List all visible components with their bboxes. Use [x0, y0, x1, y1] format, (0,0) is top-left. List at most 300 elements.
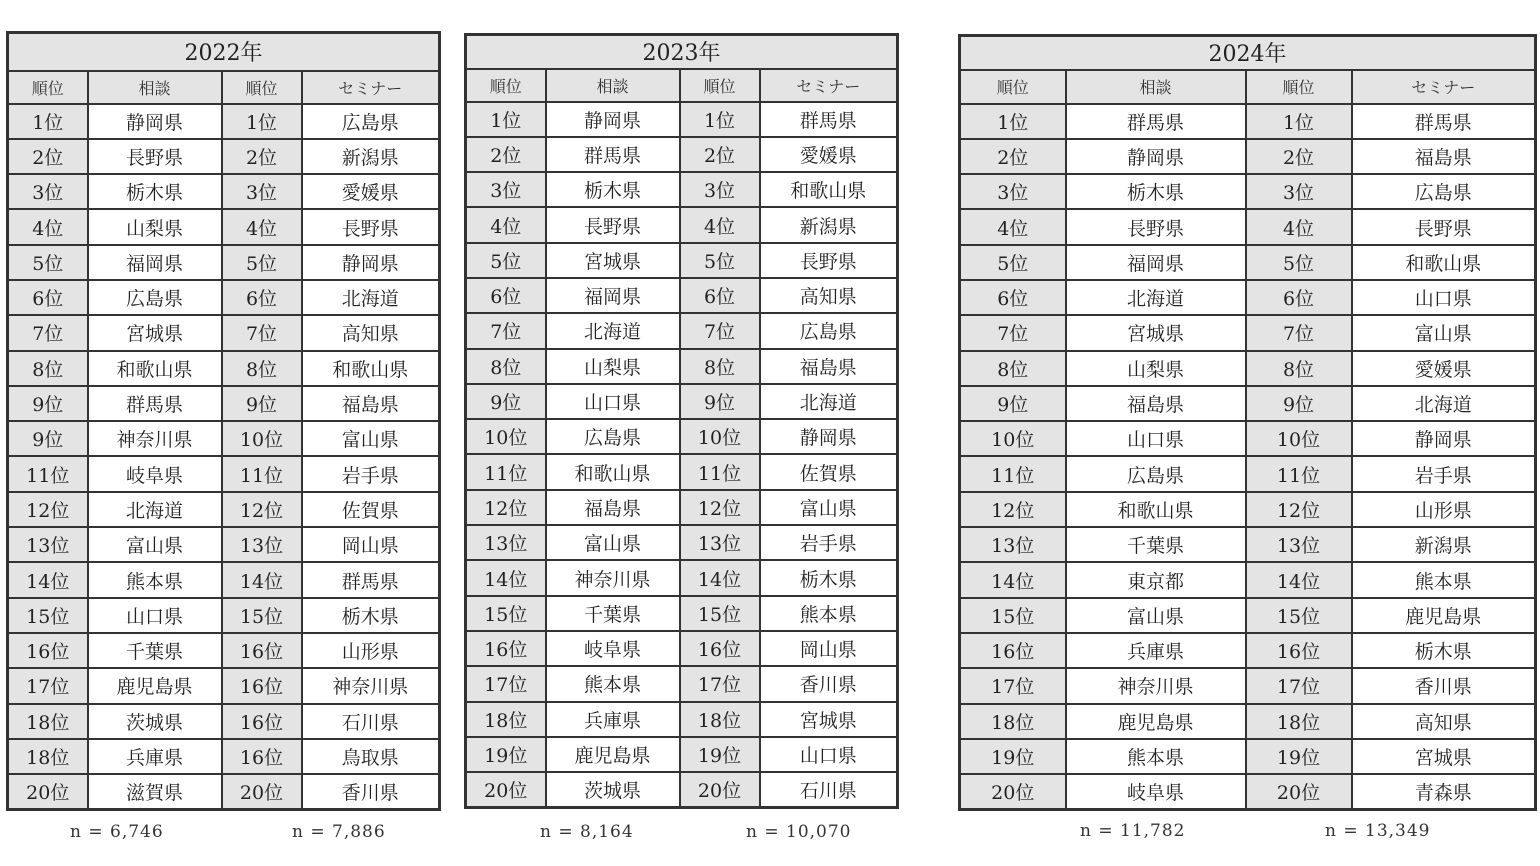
- consultation-rank: 5位: [8, 245, 88, 280]
- seminar-prefecture: 新潟県: [302, 139, 440, 174]
- table-row: [960, 315, 1536, 350]
- table-row: [8, 139, 440, 174]
- consultation-prefecture: 北海道: [88, 492, 222, 527]
- consultation-prefecture: 北海道: [1066, 280, 1246, 315]
- seminar-prefecture: 鹿児島県: [1352, 598, 1536, 633]
- seminar-prefecture: 栃木県: [302, 598, 440, 633]
- consultation-prefecture: 静岡県: [1066, 139, 1246, 174]
- seminar-rank: 10位: [222, 421, 302, 456]
- consultation-rank: 12位: [960, 492, 1066, 527]
- sample-size-consultation: n = 8,164: [540, 822, 634, 842]
- seminar-prefecture: 富山県: [1352, 315, 1536, 350]
- table-body: [8, 104, 440, 810]
- table-row: [960, 704, 1536, 739]
- table-row: [960, 351, 1536, 386]
- consultation-rank: 19位: [960, 739, 1066, 774]
- ranking-table-2023: [464, 33, 899, 809]
- seminar-prefecture: 熊本県: [1352, 562, 1536, 597]
- sample-size-seminar: n = 7,886: [292, 822, 386, 842]
- seminar-rank: 16位: [222, 633, 302, 668]
- seminar-prefecture: 佐賀県: [760, 454, 898, 489]
- seminar-rank: 5位: [680, 243, 760, 278]
- header-rank: 順位: [1246, 70, 1352, 104]
- consultation-rank: 6位: [466, 278, 546, 313]
- consultation-prefecture: 静岡県: [88, 104, 222, 139]
- table-row: [466, 313, 898, 348]
- consultation-prefecture: 茨城県: [546, 772, 680, 807]
- consultation-prefecture: 兵庫県: [88, 739, 222, 774]
- seminar-rank: 10位: [1246, 421, 1352, 456]
- seminar-prefecture: 石川県: [302, 704, 440, 739]
- seminar-rank: 11位: [1246, 456, 1352, 491]
- seminar-rank: 8位: [1246, 351, 1352, 386]
- table-row: [466, 243, 898, 278]
- table-row: [466, 454, 898, 489]
- seminar-prefecture: 香川県: [760, 666, 898, 701]
- consultation-prefecture: 群馬県: [88, 386, 222, 421]
- table-row: [960, 633, 1536, 668]
- consultation-prefecture: 岐阜県: [546, 631, 680, 666]
- seminar-rank: 13位: [680, 525, 760, 560]
- seminar-rank: 3位: [222, 174, 302, 209]
- seminar-rank: 17位: [1246, 668, 1352, 703]
- table-row: [960, 386, 1536, 421]
- consultation-prefecture: 鹿児島県: [88, 668, 222, 703]
- consultation-rank: 20位: [466, 772, 546, 807]
- consultation-prefecture: 福岡県: [1066, 245, 1246, 280]
- seminar-prefecture: 福島県: [302, 386, 440, 421]
- table-row: [466, 384, 898, 419]
- seminar-prefecture: 神奈川県: [302, 668, 440, 703]
- table-row: [8, 421, 440, 456]
- seminar-rank: 14位: [222, 562, 302, 597]
- table-row: [960, 245, 1536, 280]
- consultation-rank: 17位: [8, 668, 88, 703]
- seminar-prefecture: 宮城県: [760, 702, 898, 737]
- consultation-prefecture: 千葉県: [546, 596, 680, 631]
- table-2022-block: [6, 31, 438, 811]
- year-title: 2024年: [960, 36, 1536, 70]
- seminar-prefecture: 群馬県: [760, 102, 898, 137]
- consultation-rank: 6位: [960, 280, 1066, 315]
- consultation-prefecture: 長野県: [88, 139, 222, 174]
- seminar-rank: 17位: [680, 666, 760, 701]
- seminar-rank: 16位: [222, 739, 302, 774]
- consultation-prefecture: 神奈川県: [1066, 668, 1246, 703]
- consultation-prefecture: 富山県: [88, 527, 222, 562]
- seminar-prefecture: 静岡県: [760, 419, 898, 454]
- table-row: [466, 278, 898, 313]
- consultation-prefecture: 神奈川県: [88, 421, 222, 456]
- table-row: [466, 631, 898, 666]
- consultation-rank: 10位: [960, 421, 1066, 456]
- table-row: [960, 527, 1536, 562]
- table-row: [466, 419, 898, 454]
- table-row: [8, 104, 440, 139]
- seminar-prefecture: 宮城県: [1352, 739, 1536, 774]
- consultation-rank: 5位: [466, 243, 546, 278]
- seminar-rank: 20位: [1246, 774, 1352, 809]
- seminar-rank: 13位: [1246, 527, 1352, 562]
- table-row: [960, 492, 1536, 527]
- table-body: [466, 102, 898, 808]
- table-row: [466, 490, 898, 525]
- header-consultation: 相談: [546, 69, 680, 102]
- seminar-prefecture: 青森県: [1352, 774, 1536, 809]
- seminar-rank: 18位: [680, 702, 760, 737]
- seminar-prefecture: 高知県: [1352, 704, 1536, 739]
- seminar-prefecture: 岡山県: [760, 631, 898, 666]
- consultation-prefecture: 福岡県: [88, 245, 222, 280]
- table-row: [466, 137, 898, 172]
- table-row: [8, 174, 440, 209]
- seminar-rank: 14位: [680, 560, 760, 595]
- seminar-rank: 5位: [222, 245, 302, 280]
- consultation-prefecture: 福岡県: [546, 278, 680, 313]
- seminar-prefecture: 高知県: [302, 315, 440, 350]
- seminar-rank: 4位: [1246, 209, 1352, 244]
- consultation-rank: 11位: [960, 456, 1066, 491]
- consultation-prefecture: 熊本県: [1066, 739, 1246, 774]
- consultation-prefecture: 熊本県: [88, 562, 222, 597]
- seminar-rank: 2位: [222, 139, 302, 174]
- table-row: [466, 702, 898, 737]
- consultation-rank: 9位: [8, 421, 88, 456]
- ranking-table-2022: [6, 31, 441, 811]
- table-row: [8, 209, 440, 244]
- consultation-prefecture: 栃木県: [546, 172, 680, 207]
- consultation-prefecture: 群馬県: [1066, 104, 1246, 139]
- seminar-prefecture: 広島県: [302, 104, 440, 139]
- consultation-rank: 17位: [960, 668, 1066, 703]
- table-row: [8, 351, 440, 386]
- consultation-rank: 15位: [960, 598, 1066, 633]
- seminar-prefecture: 山形県: [302, 633, 440, 668]
- consultation-rank: 9位: [960, 386, 1066, 421]
- consultation-rank: 11位: [8, 456, 88, 491]
- seminar-prefecture: 佐賀県: [302, 492, 440, 527]
- seminar-prefecture: 山口県: [1352, 280, 1536, 315]
- seminar-prefecture: 富山県: [302, 421, 440, 456]
- consultation-rank: 14位: [466, 560, 546, 595]
- seminar-rank: 15位: [222, 598, 302, 633]
- seminar-prefecture: 北海道: [760, 384, 898, 419]
- table-row: [960, 562, 1536, 597]
- table-row: [8, 668, 440, 703]
- consultation-rank: 2位: [8, 139, 88, 174]
- seminar-rank: 20位: [680, 772, 760, 807]
- year-title: 2022年: [8, 33, 440, 71]
- seminar-rank: 19位: [1246, 739, 1352, 774]
- seminar-prefecture: 広島県: [760, 313, 898, 348]
- consultation-rank: 8位: [466, 349, 546, 384]
- seminar-prefecture: 石川県: [760, 772, 898, 807]
- consultation-prefecture: 和歌山県: [546, 454, 680, 489]
- consultation-rank: 16位: [466, 631, 546, 666]
- seminar-rank: 16位: [222, 704, 302, 739]
- consultation-prefecture: 山梨県: [546, 349, 680, 384]
- seminar-rank: 6位: [680, 278, 760, 313]
- table-row: [466, 596, 898, 631]
- consultation-prefecture: 栃木県: [88, 174, 222, 209]
- seminar-prefecture: 愛媛県: [760, 137, 898, 172]
- consultation-prefecture: 兵庫県: [546, 702, 680, 737]
- seminar-rank: 10位: [680, 419, 760, 454]
- consultation-rank: 11位: [466, 454, 546, 489]
- seminar-rank: 7位: [1246, 315, 1352, 350]
- seminar-prefecture: 長野県: [302, 209, 440, 244]
- consultation-rank: 7位: [8, 315, 88, 350]
- seminar-rank: 1位: [1246, 104, 1352, 139]
- sample-size-consultation: n = 11,782: [1080, 821, 1186, 841]
- seminar-rank: 2位: [1246, 139, 1352, 174]
- year-title: 2023年: [466, 35, 898, 69]
- consultation-rank: 12位: [466, 490, 546, 525]
- consultation-rank: 17位: [466, 666, 546, 701]
- table-body: [960, 104, 1536, 810]
- seminar-rank: 1位: [222, 104, 302, 139]
- seminar-rank: 19位: [680, 737, 760, 772]
- consultation-prefecture: 長野県: [1066, 209, 1246, 244]
- consultation-rank: 4位: [8, 209, 88, 244]
- consultation-prefecture: 群馬県: [546, 137, 680, 172]
- seminar-rank: 16位: [1246, 633, 1352, 668]
- consultation-prefecture: 富山県: [546, 525, 680, 560]
- consultation-prefecture: 北海道: [546, 313, 680, 348]
- consultation-prefecture: 茨城県: [88, 704, 222, 739]
- consultation-rank: 16位: [8, 633, 88, 668]
- seminar-prefecture: 福島県: [1352, 139, 1536, 174]
- consultation-prefecture: 福島県: [546, 490, 680, 525]
- seminar-rank: 11位: [680, 454, 760, 489]
- consultation-prefecture: 広島県: [1066, 456, 1246, 491]
- consultation-rank: 9位: [466, 384, 546, 419]
- header-rank: 順位: [960, 70, 1066, 104]
- consultation-prefecture: 福島県: [1066, 386, 1246, 421]
- consultation-prefecture: 宮城県: [1066, 315, 1246, 350]
- table-row: [8, 562, 440, 597]
- seminar-rank: 8位: [680, 349, 760, 384]
- consultation-rank: 2位: [466, 137, 546, 172]
- table-row: [960, 280, 1536, 315]
- consultation-rank: 18位: [8, 739, 88, 774]
- seminar-prefecture: 富山県: [760, 490, 898, 525]
- consultation-rank: 13位: [960, 527, 1066, 562]
- consultation-rank: 1位: [466, 102, 546, 137]
- consultation-prefecture: 静岡県: [546, 102, 680, 137]
- header-seminar: セミナー: [760, 69, 898, 102]
- consultation-prefecture: 鹿児島県: [1066, 704, 1246, 739]
- seminar-prefecture: 香川県: [302, 774, 440, 809]
- seminar-rank: 3位: [680, 172, 760, 207]
- table-row: [8, 315, 440, 350]
- table-row: [960, 421, 1536, 456]
- table-row: [8, 492, 440, 527]
- consultation-prefecture: 山口県: [88, 598, 222, 633]
- consultation-rank: 5位: [960, 245, 1066, 280]
- consultation-rank: 20位: [8, 774, 88, 809]
- consultation-prefecture: 岐阜県: [88, 456, 222, 491]
- seminar-rank: 5位: [1246, 245, 1352, 280]
- seminar-prefecture: 福島県: [760, 349, 898, 384]
- consultation-rank: 18位: [960, 704, 1066, 739]
- consultation-prefecture: 山梨県: [88, 209, 222, 244]
- seminar-rank: 12位: [680, 490, 760, 525]
- consultation-rank: 7位: [960, 315, 1066, 350]
- seminar-prefecture: 和歌山県: [760, 172, 898, 207]
- consultation-rank: 8位: [8, 351, 88, 386]
- table-row: [8, 527, 440, 562]
- seminar-rank: 1位: [680, 102, 760, 137]
- ranking-table-2024: [958, 34, 1537, 811]
- table-row: [466, 207, 898, 242]
- seminar-prefecture: 和歌山県: [1352, 245, 1536, 280]
- seminar-prefecture: 北海道: [302, 280, 440, 315]
- seminar-rank: 7位: [222, 315, 302, 350]
- seminar-prefecture: 岩手県: [302, 456, 440, 491]
- seminar-rank: 13位: [222, 527, 302, 562]
- seminar-prefecture: 栃木県: [760, 560, 898, 595]
- table-row: [960, 668, 1536, 703]
- sample-size-seminar: n = 13,349: [1325, 821, 1431, 841]
- table-row: [8, 633, 440, 668]
- seminar-prefecture: 岡山県: [302, 527, 440, 562]
- seminar-prefecture: 和歌山県: [302, 351, 440, 386]
- header-rank: 順位: [466, 69, 546, 102]
- seminar-prefecture: 山形県: [1352, 492, 1536, 527]
- consultation-rank: 14位: [960, 562, 1066, 597]
- seminar-prefecture: 静岡県: [302, 245, 440, 280]
- table-row: [8, 280, 440, 315]
- table-row: [960, 456, 1536, 491]
- consultation-prefecture: 和歌山県: [1066, 492, 1246, 527]
- consultation-prefecture: 広島県: [546, 419, 680, 454]
- seminar-rank: 15位: [680, 596, 760, 631]
- table-row: [8, 456, 440, 491]
- consultation-prefecture: 宮城県: [546, 243, 680, 278]
- header-consultation: 相談: [88, 71, 222, 104]
- seminar-prefecture: 長野県: [760, 243, 898, 278]
- consultation-rank: 19位: [466, 737, 546, 772]
- consultation-rank: 18位: [8, 704, 88, 739]
- consultation-prefecture: 鹿児島県: [546, 737, 680, 772]
- consultation-rank: 9位: [8, 386, 88, 421]
- seminar-prefecture: 愛媛県: [1352, 351, 1536, 386]
- consultation-prefecture: 滋賀県: [88, 774, 222, 809]
- consultation-prefecture: 山梨県: [1066, 351, 1246, 386]
- seminar-rank: 14位: [1246, 562, 1352, 597]
- consultation-rank: 1位: [8, 104, 88, 139]
- consultation-rank: 13位: [8, 527, 88, 562]
- table-row: [960, 739, 1536, 774]
- consultation-prefecture: 和歌山県: [88, 351, 222, 386]
- consultation-prefecture: 熊本県: [546, 666, 680, 701]
- consultation-rank: 3位: [466, 172, 546, 207]
- seminar-rank: 6位: [222, 280, 302, 315]
- header-seminar: セミナー: [302, 71, 440, 104]
- seminar-rank: 7位: [680, 313, 760, 348]
- consultation-rank: 8位: [960, 351, 1066, 386]
- seminar-rank: 16位: [222, 668, 302, 703]
- consultation-rank: 15位: [466, 596, 546, 631]
- seminar-prefecture: 岩手県: [760, 525, 898, 560]
- table-row: [960, 139, 1536, 174]
- table-row: [8, 386, 440, 421]
- table-row: [960, 598, 1536, 633]
- seminar-prefecture: 長野県: [1352, 209, 1536, 244]
- consultation-rank: 1位: [960, 104, 1066, 139]
- seminar-prefecture: 鳥取県: [302, 739, 440, 774]
- consultation-prefecture: 岐阜県: [1066, 774, 1246, 809]
- seminar-rank: 20位: [222, 774, 302, 809]
- consultation-rank: 12位: [8, 492, 88, 527]
- seminar-prefecture: 北海道: [1352, 386, 1536, 421]
- consultation-prefecture: 東京都: [1066, 562, 1246, 597]
- table-row: [466, 560, 898, 595]
- seminar-prefecture: 広島県: [1352, 174, 1536, 209]
- table-row: [960, 774, 1536, 809]
- consultation-prefecture: 栃木県: [1066, 174, 1246, 209]
- consultation-prefecture: 山口県: [546, 384, 680, 419]
- consultation-prefecture: 千葉県: [88, 633, 222, 668]
- table-row: [960, 104, 1536, 139]
- seminar-prefecture: 熊本県: [760, 596, 898, 631]
- table-row: [466, 172, 898, 207]
- header-seminar: セミナー: [1352, 70, 1536, 104]
- seminar-rank: 11位: [222, 456, 302, 491]
- seminar-prefecture: 新潟県: [760, 207, 898, 242]
- seminar-prefecture: 山口県: [760, 737, 898, 772]
- table-row: [466, 102, 898, 137]
- sample-size-consultation: n = 6,746: [70, 822, 164, 842]
- seminar-rank: 4位: [222, 209, 302, 244]
- consultation-rank: 10位: [466, 419, 546, 454]
- seminar-rank: 9位: [1246, 386, 1352, 421]
- seminar-rank: 3位: [1246, 174, 1352, 209]
- table-row: [8, 598, 440, 633]
- seminar-rank: 2位: [680, 137, 760, 172]
- seminar-prefecture: 香川県: [1352, 668, 1536, 703]
- table-2024-block: [958, 34, 1534, 811]
- seminar-prefecture: 群馬県: [302, 562, 440, 597]
- sample-size-seminar: n = 10,070: [746, 822, 852, 842]
- table-row: [466, 525, 898, 560]
- table-row: [8, 739, 440, 774]
- header-rank: 順位: [222, 71, 302, 104]
- seminar-rank: 9位: [222, 386, 302, 421]
- table-2023-block: [464, 33, 896, 809]
- seminar-rank: 16位: [680, 631, 760, 666]
- consultation-prefecture: 長野県: [546, 207, 680, 242]
- table-row: [960, 209, 1536, 244]
- consultation-prefecture: 千葉県: [1066, 527, 1246, 562]
- consultation-prefecture: 山口県: [1066, 421, 1246, 456]
- consultation-rank: 18位: [466, 702, 546, 737]
- consultation-rank: 14位: [8, 562, 88, 597]
- header-consultation: 相談: [1066, 70, 1246, 104]
- seminar-rank: 9位: [680, 384, 760, 419]
- consultation-prefecture: 兵庫県: [1066, 633, 1246, 668]
- seminar-rank: 12位: [1246, 492, 1352, 527]
- consultation-rank: 20位: [960, 774, 1066, 809]
- seminar-rank: 18位: [1246, 704, 1352, 739]
- seminar-prefecture: 岩手県: [1352, 456, 1536, 491]
- table-row: [8, 245, 440, 280]
- table-row: [8, 704, 440, 739]
- consultation-rank: 16位: [960, 633, 1066, 668]
- seminar-prefecture: 愛媛県: [302, 174, 440, 209]
- seminar-rank: 4位: [680, 207, 760, 242]
